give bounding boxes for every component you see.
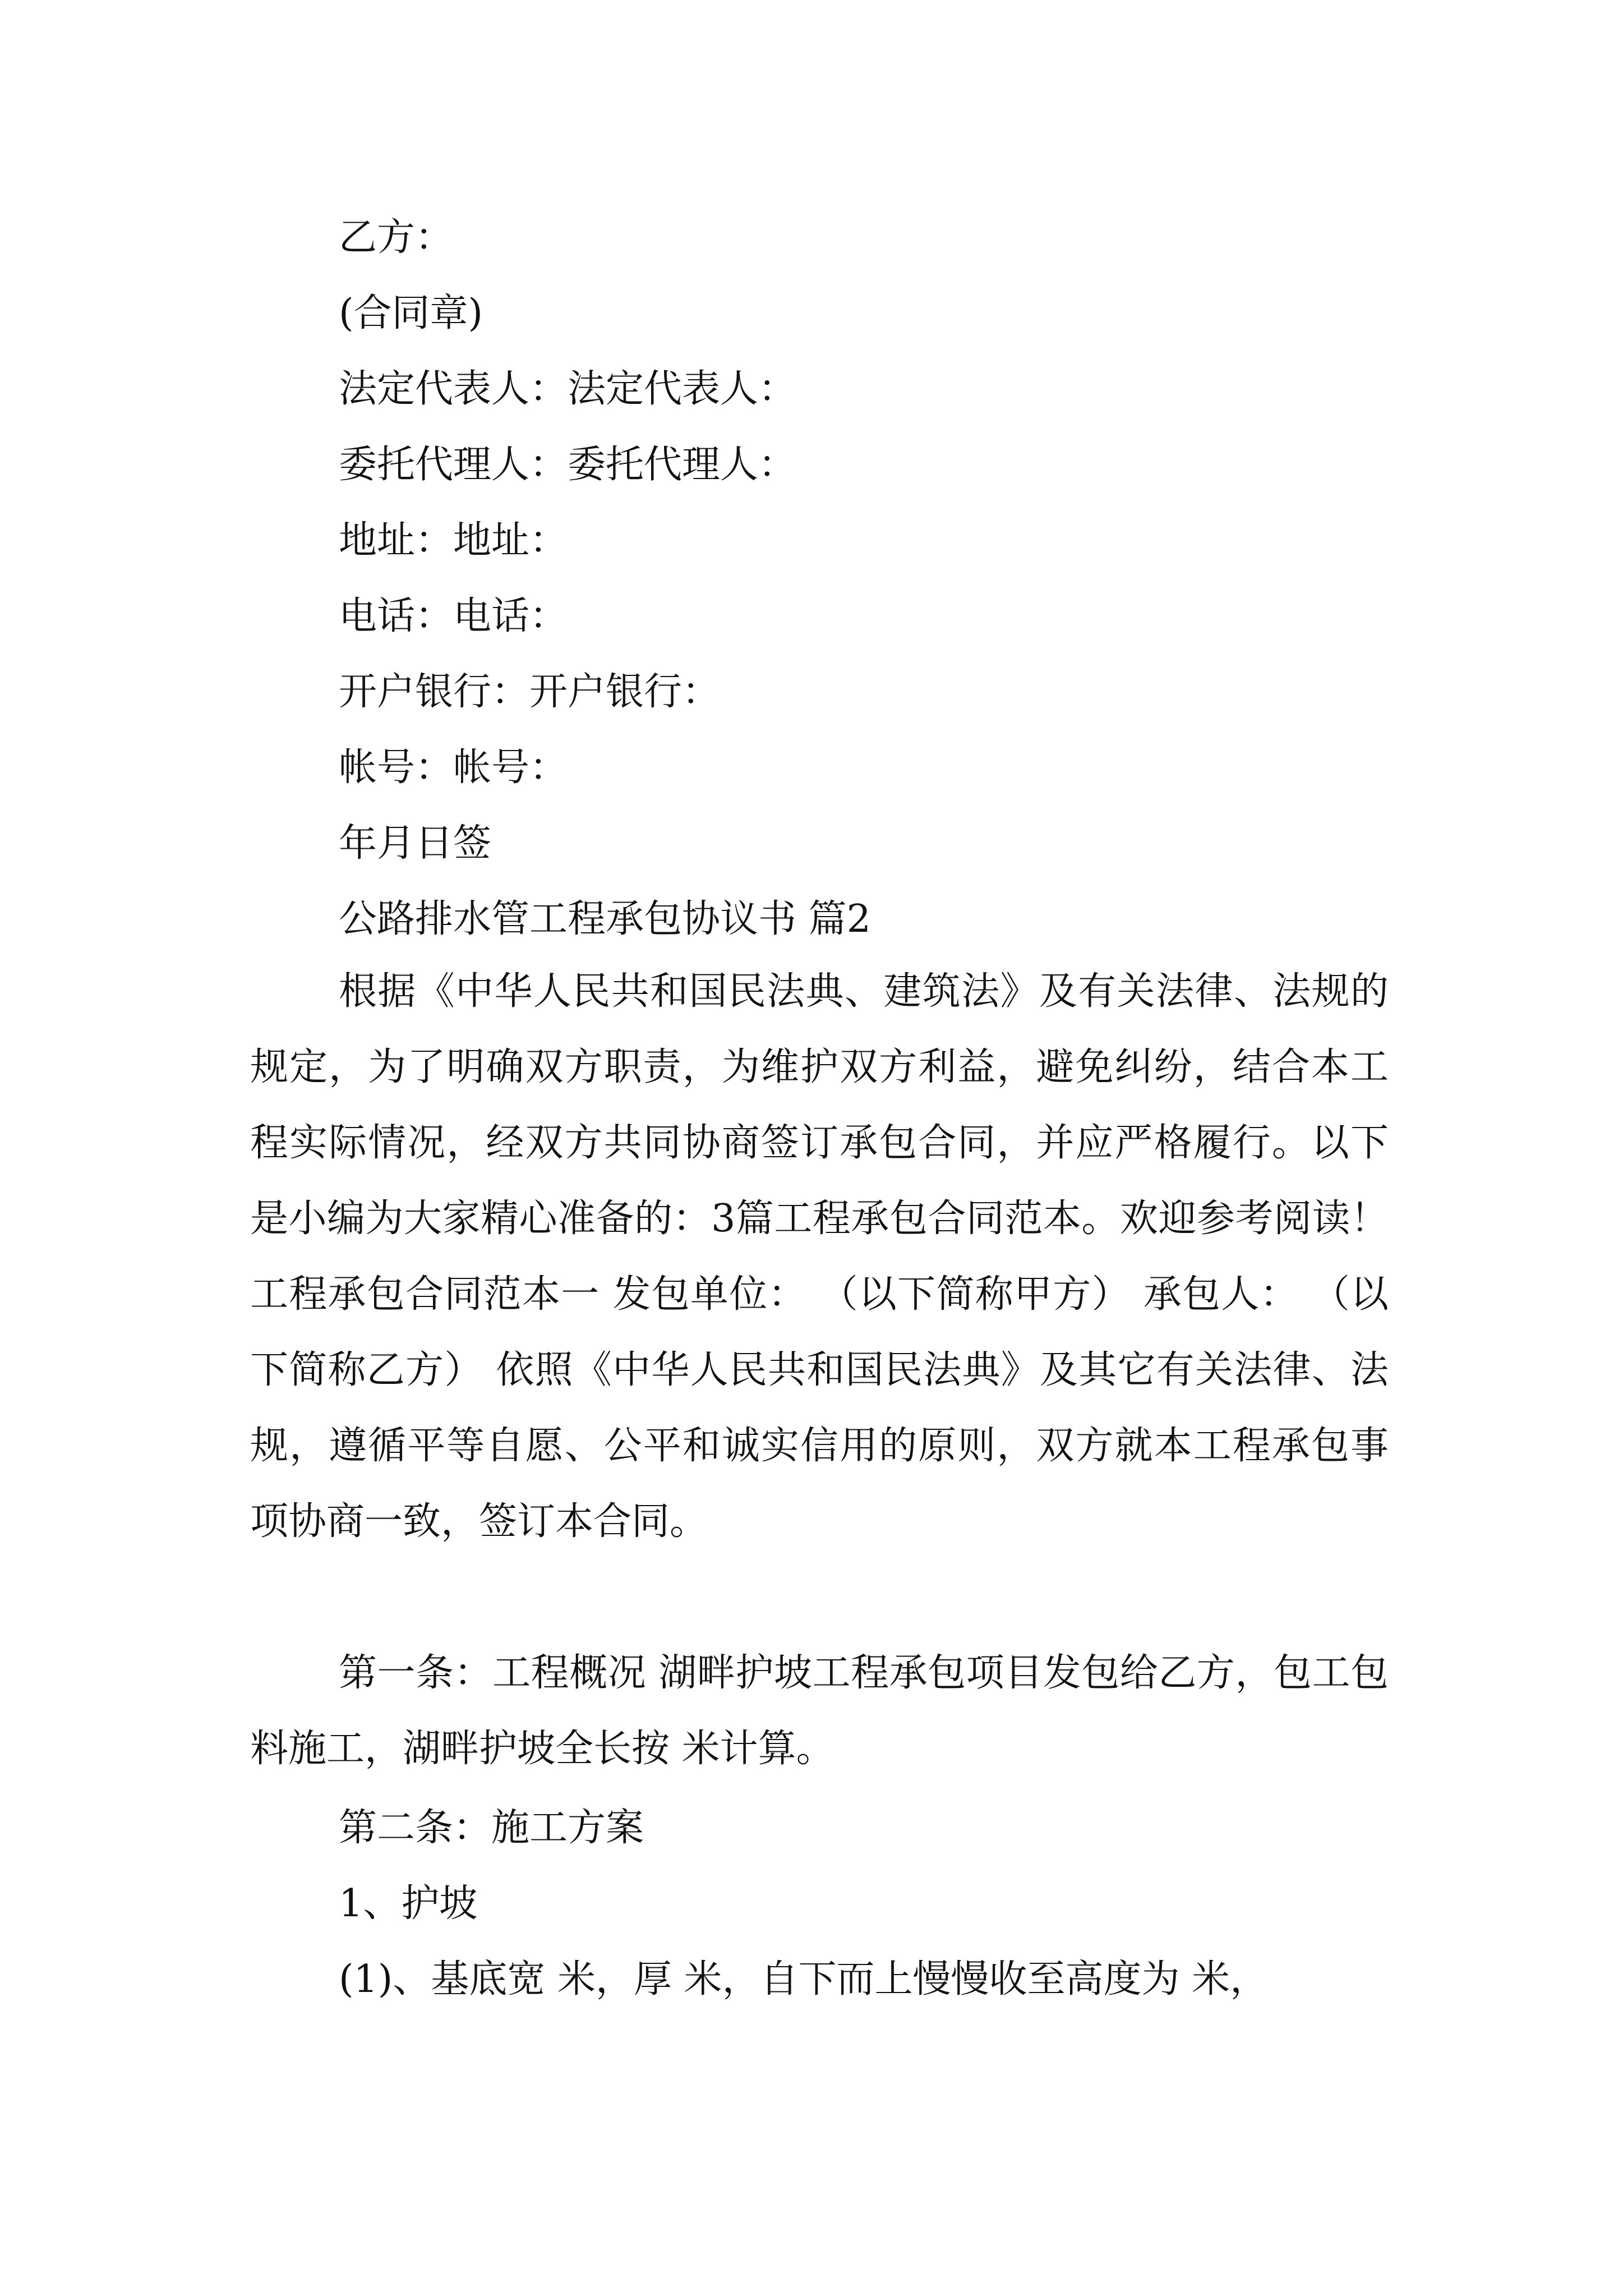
address-line: 地址：地址：	[339, 518, 568, 563]
article-2-heading: 第二条：施工方案	[339, 1806, 644, 1850]
intro-paragraph: 根据《中华人民共和国民法典、建筑法》及有关法律、法规的规定，为了明确双方职责，为维护双方利益，避免纠纷，结合本工程实际情况，经双方共同协商签订承包合同，并应严格履行。以下是小编为大家精心准备的：3篇工程承包合同范本。欢迎参考阅读！工程承包合同范本一 发包单位： （以下简称甲方） 承包人： （以下简称乙方） 依照《中华人民共和国民法典》及其它有关法律、法规，遵循平等自愿、公平和诚实信用的原则，双方就本工程承包事项协商一致，签订本合同。	[250, 969, 1389, 1544]
party-b-label: 乙方：	[339, 215, 454, 260]
contract-seal-label: (合同章)	[339, 291, 483, 335]
legal-representative-line: 法定代表人：法定代表人：	[339, 367, 797, 411]
article-1-paragraph: 第一条：工程概况 湖畔护坡工程承包项目发包给乙方，包工包料施工，湖畔护坡全长按 米计算。	[250, 1651, 1389, 1771]
signing-date-line: 年月日签	[339, 821, 492, 866]
bank-line: 开户银行：开户银行：	[339, 670, 721, 714]
phone-line: 电话：电话：	[339, 594, 568, 638]
account-line: 帐号：帐号：	[339, 746, 568, 790]
authorized-agent-line: 委托代理人：委托代理人：	[339, 443, 797, 487]
item-1-1-line: (1)、基底宽 米，厚 米，自下而上慢慢收至高度为 米，	[339, 1957, 1269, 2001]
section-heading: 公路排水管工程承包协议书 篇2	[339, 897, 871, 941]
item-1-heading: 1、护坡	[339, 1881, 478, 1926]
